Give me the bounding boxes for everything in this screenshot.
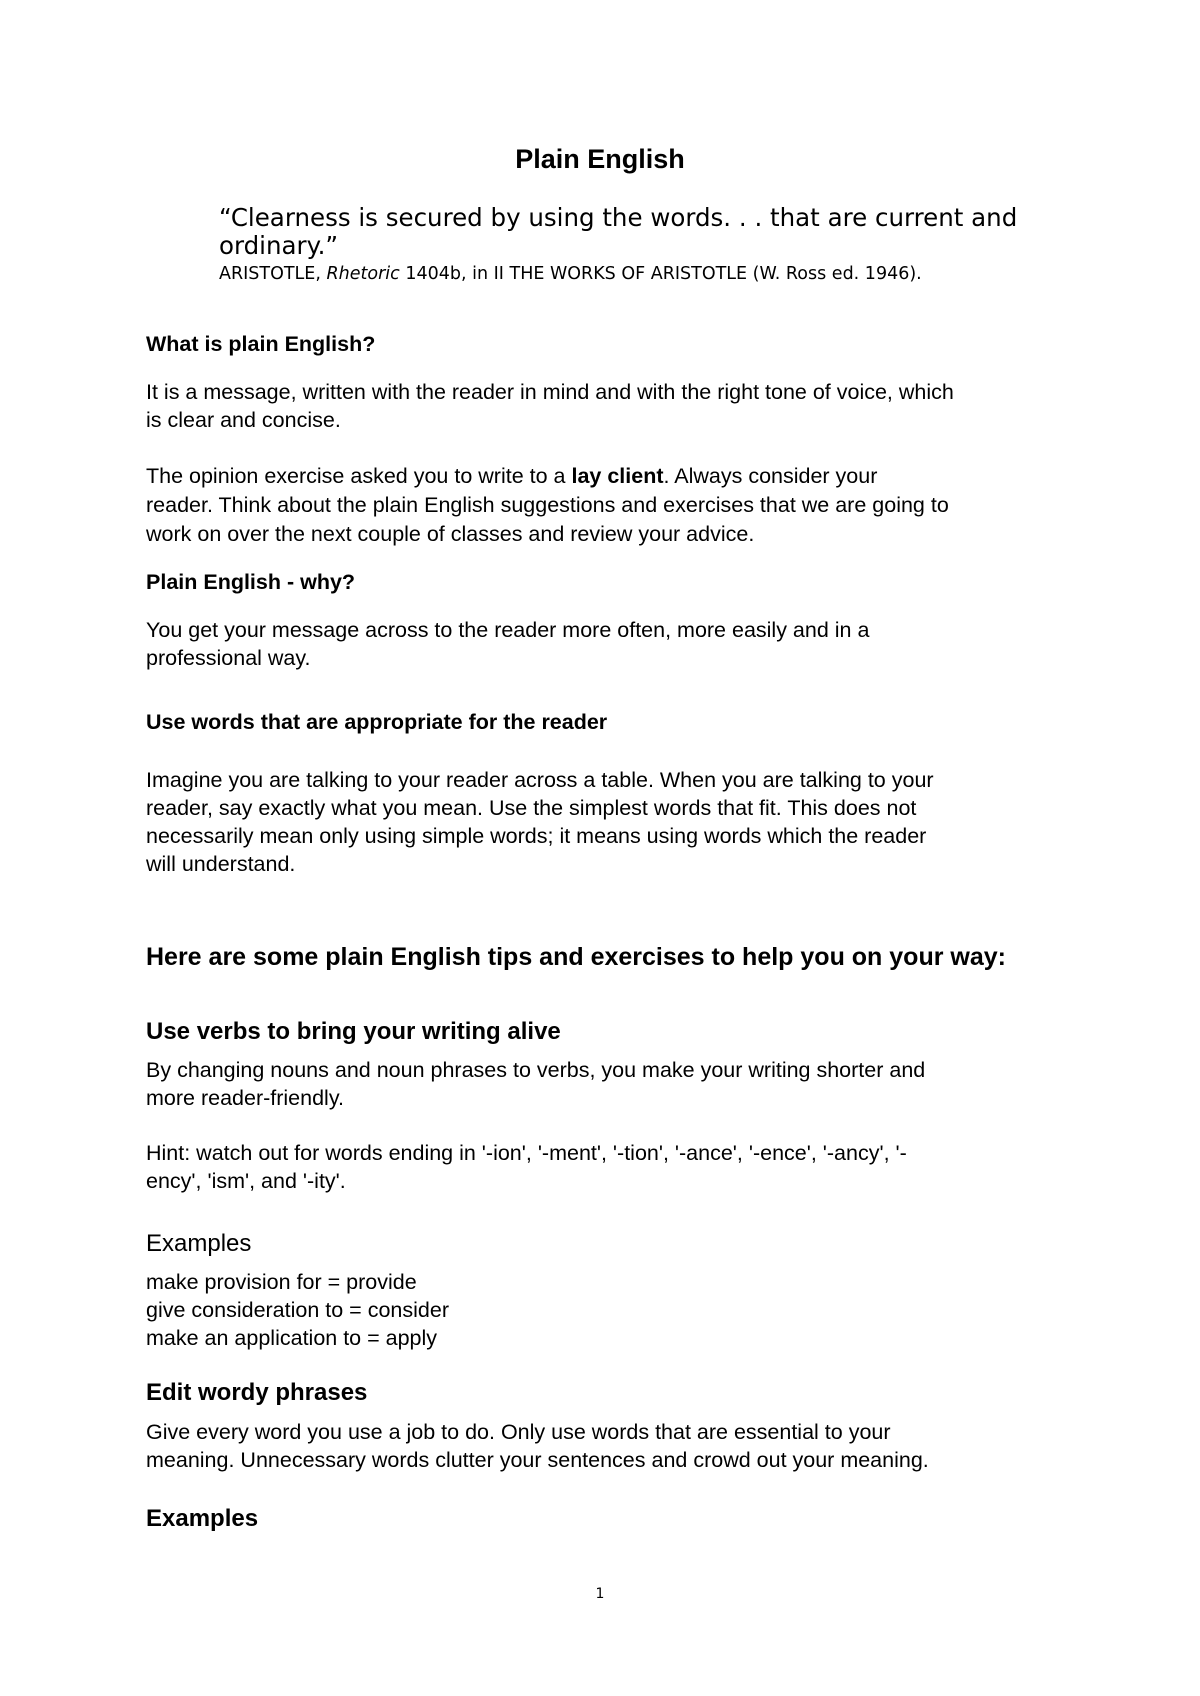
paragraph-line: Hint: watch out for words ending in '-ion', '-ment', '-tion', '-ance', '-ence', '-ancy', '- <box>146 1141 907 1165</box>
paragraph-line: is clear and concise. <box>146 408 341 432</box>
epigraph-citation <box>219 264 922 284</box>
paragraph-edit-wordy <box>146 1418 929 1474</box>
paragraph-line: meaning. Unnecessary words clutter your sentences and crowd out your meaning. <box>146 1448 929 1472</box>
citation-prefix: ARISTOTLE, <box>219 264 327 284</box>
paragraph-line: reader, say exactly what you mean. Use the simplest words that fit. This does not <box>146 796 917 820</box>
text-run: . Always consider your <box>663 464 878 488</box>
heading-what-is-plain-english: What is plain English? <box>146 332 376 356</box>
paragraph-why <box>146 616 869 672</box>
paragraph-line: Imagine you are talking to your reader across a table. When you are talking to your <box>146 768 934 792</box>
paragraph-line: work on over the next couple of classes and review your advice. <box>146 522 755 546</box>
paragraph-opinion-exercise <box>146 462 949 549</box>
heading-tips-intro: Here are some plain English tips and exercises to help you on your way: <box>146 943 1006 971</box>
epigraph-quote-line-2: ordinary.” <box>219 231 339 260</box>
heading-examples-wordy: Examples <box>146 1505 259 1532</box>
heading-plain-english-why: Plain English - why? <box>146 570 356 594</box>
paragraph-line: more reader-friendly. <box>146 1086 344 1110</box>
lay-client-emphasis: lay client <box>571 464 664 488</box>
paragraph-line <box>146 462 949 491</box>
examples-list-verbs <box>146 1268 449 1352</box>
epigraph-quote-line-1: “Clearness is secured by using the words. . . that are current and <box>219 203 1018 232</box>
paragraph-definition <box>146 378 954 434</box>
epigraph-quote <box>219 204 1017 260</box>
page-title: Plain English <box>515 144 685 174</box>
text-run: The opinion exercise asked you to write to a <box>146 464 572 488</box>
heading-appropriate-words: Use words that are appropriate for the reader <box>146 710 608 734</box>
citation-suffix: 1404b, in II THE WORKS OF ARISTOTLE (W. Ross ed. 1946). <box>399 264 922 284</box>
paragraph-hint <box>146 1139 907 1195</box>
example-item: make an application to = apply <box>146 1326 438 1350</box>
paragraph-line: It is a message, written with the reader in mind and with the right tone of voice, which <box>146 380 954 404</box>
paragraph-line: ency', 'ism', and '-ity'. <box>146 1169 346 1193</box>
paragraph-line: will understand. <box>146 852 296 876</box>
example-item: make provision for = provide <box>146 1270 417 1294</box>
paragraph-line: professional way. <box>146 646 311 670</box>
example-item: give consideration to = consider <box>146 1298 449 1322</box>
paragraph-appropriate-words <box>146 766 934 878</box>
heading-edit-wordy-phrases: Edit wordy phrases <box>146 1379 368 1406</box>
paragraph-line: Give every word you use a job to do. Only use words that are essential to your <box>146 1420 891 1444</box>
paragraph-line: You get your message across to the reader more often, more easily and in a <box>146 618 870 642</box>
citation-work-title: Rhetoric <box>326 264 400 284</box>
paragraph-use-verbs <box>146 1056 925 1112</box>
heading-examples-verbs: Examples <box>146 1230 252 1257</box>
paragraph-line: By changing nouns and noun phrases to verbs, you make your writing shorter and <box>146 1058 926 1082</box>
paragraph-line: reader. Think about the plain English suggestions and exercises that we are going to <box>146 493 949 517</box>
page-number: 1 <box>595 1586 605 1602</box>
heading-use-verbs: Use verbs to bring your writing alive <box>146 1018 561 1045</box>
paragraph-line: necessarily mean only using simple words; it means using words which the reader <box>146 824 927 848</box>
